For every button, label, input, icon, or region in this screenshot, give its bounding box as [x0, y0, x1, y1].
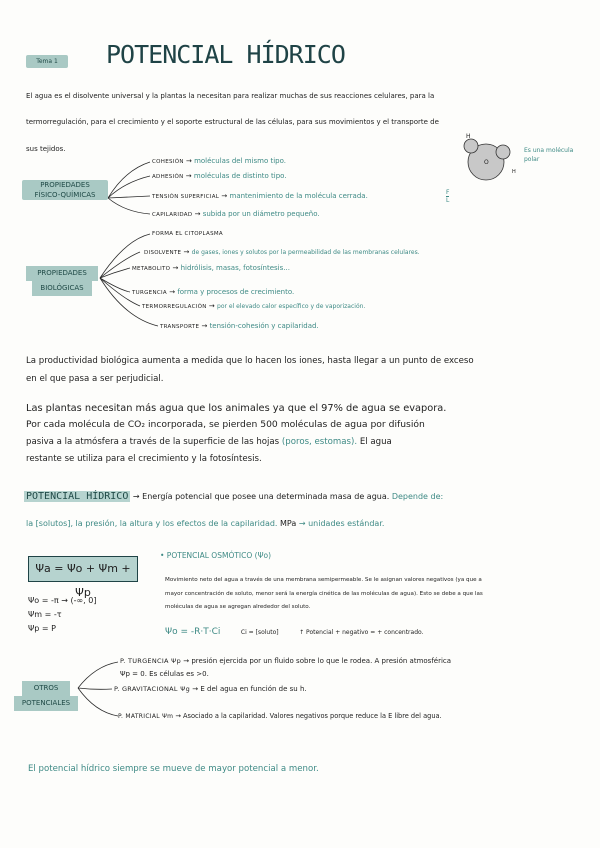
para1-line-2: en el que pasa a ser perjudicial.: [26, 374, 164, 384]
term: P. TURGENCIA Ψp: [120, 657, 182, 665]
line3-b: (poros, estomas).: [281, 437, 358, 447]
osmotic-line-3: moléculas de agua se agregan alrededor del soluto.: [165, 604, 311, 610]
potential-label: POTENCIAL HÍDRICO: [26, 491, 129, 502]
para1-line-1: La productividad biológica aumenta a medida que lo hacen los iones, hasta llegar a un punto de exceso: [26, 356, 474, 366]
osmotic-line-1: Movimiento neto del agua a través de una membrana semipermeable. Se le asignan valores negativos (ya que a: [165, 577, 482, 583]
line3-a: pasiva a la atmósfera a través de la superficie de las hojas: [26, 437, 280, 447]
osmotic-ci: Ci = [soluto]: [240, 629, 279, 636]
line2-a: la [solutos], la presión, la altura y los efectos de la capilaridad.: [26, 519, 278, 528]
bio-item-solvent: DISOLVENTE → de gases, iones y solutos por la permeabilidad de las membranas celulares.: [144, 248, 420, 256]
footer-note: El potencial hídrico siempre se mueve de mayor potencial a menor.: [28, 764, 319, 774]
term: TURGENCIA: [132, 290, 167, 296]
bio-item-thermoreg: TERMORREGULACIÓN → por el elevado calor específico y de vaporización.: [142, 302, 366, 310]
desc: tensión-cohesión y capilaridad.: [209, 322, 319, 330]
term: METABOLITO: [132, 266, 171, 272]
desc: hidrólisis, masas, fotosíntesis...: [180, 264, 290, 272]
intro-line-3: sus tejidos.: [26, 145, 66, 153]
term: COHESIÓN: [152, 159, 184, 165]
para2-line-3: [26, 436, 392, 448]
molecule-note: Es una molécula polar: [524, 147, 574, 163]
term: CAPILARIDAD: [152, 212, 193, 218]
desc: moléculas de distinto tipo.: [193, 172, 287, 180]
bio-item-cytoplasm: FORMA EL CITOPLASMA: [152, 231, 223, 237]
para2-line-4: restante se utiliza para el crecimiento y la fotosíntesis.: [26, 454, 262, 464]
others-item-turgor-desc2: Ψp = 0. Es células es >0.: [120, 670, 209, 678]
desc: forma y procesos de crecimiento.: [177, 288, 295, 296]
physchem-label-line1: PROPIEDADES: [40, 181, 90, 189]
fraction-top: F: [446, 189, 450, 196]
molecule-h-label: H: [466, 133, 471, 140]
line2-c: unidades estándar.: [308, 519, 385, 528]
potential-line-2: la [solutos], la presión, la altura y los efectos de la capilaridad. MPa → unidades estándar.: [26, 519, 385, 528]
molecule-o-label: O: [484, 159, 489, 166]
formula-text: Ψa = Ψo + Ψm + Ψp: [35, 562, 131, 599]
term: P. GRAVITACIONAL Ψg: [114, 685, 191, 693]
bio-label-line1: PROPIEDADES: [26, 266, 98, 281]
bio-label: [26, 266, 98, 296]
others-item-matric: P. MATRICIAL Ψm → Asociado a la capilaridad. Valores negativos porque reduce la E libre del agua.: [118, 712, 442, 720]
term: P. MATRICIAL Ψm: [118, 713, 174, 720]
osmotic-formula: Ψo = -R·T·Ci: [165, 627, 221, 637]
fraction-bottom: L: [446, 197, 450, 204]
line2-b: MPa: [280, 519, 297, 528]
tension-fraction: [446, 189, 449, 204]
para2-line-1: Las plantas necesitan más agua que los animales ya que el 97% de agua se evapora.: [26, 403, 447, 414]
physchem-label: [22, 180, 108, 200]
desc: mantenimiento de la molécula cerrada.: [229, 192, 368, 200]
desc: Asociado a la capilaridad. Valores negativos porque reduce la E libre del agua.: [183, 712, 442, 720]
formula-box: [28, 556, 138, 599]
desc: moléculas del mismo tipo.: [194, 157, 286, 165]
desc: presión ejercida por un fluido sobre lo que le rodea. A presión atmosférica: [191, 657, 452, 665]
others-label: [14, 681, 78, 711]
potential-depends: Depende de:: [391, 492, 444, 501]
physchem-item-capillarity: CAPILARIDAD → subida por un diámetro pequeño.: [152, 210, 320, 218]
bio-label-line2: BIOLÓGICAS: [32, 281, 92, 296]
page-title: POTENCIAL HÍDRICO: [106, 40, 345, 69]
physchem-item-adhesion: ADHESIÓN → moléculas de distinto tipo.: [152, 172, 287, 180]
bio-item-turgor: TURGENCIA → forma y procesos de crecimiento.: [132, 288, 295, 296]
intro-line-1: El agua es el disolvente universal y la plantas la necesitan para realizar muchas de sus reacciones celulares, para la: [26, 92, 435, 100]
osmotic-note: ↑ Potencial + negativo = + concentrado.: [299, 629, 424, 636]
osmotic-line-2: mayor concentración de soluto, menor será la energía cinética de las moléculas de agua). Esto se debe a que las: [165, 591, 483, 597]
intro-line-2: termorregulación, para el crecimiento y el soporte estructural de las células, para sus movimientos y el transporte de: [26, 118, 439, 126]
para2-line-2: Por cada molécula de CO₂ incorporada, se pierden 500 moléculas de agua por difusión: [26, 419, 425, 430]
physchem-label-line2: FÍSICO-QUÍMICAS: [34, 191, 96, 199]
desc: E del agua en función de su h.: [200, 685, 307, 693]
desc: de gases, iones y solutos por la permeabilidad de las membranas celulares.: [191, 249, 420, 256]
desc: por el elevado calor específico y de vaporización.: [217, 303, 366, 310]
others-item-turgor: P. TURGENCIA Ψp → presión ejercida por un fluido sobre lo que le rodea. A presión atmosférica: [120, 657, 452, 665]
term: TENSIÓN SUPERFICIAL: [152, 194, 220, 200]
topic-tag: Tema 1: [26, 55, 68, 68]
term: TERMORREGULACIÓN: [142, 304, 207, 310]
term: DISOLVENTE: [144, 250, 182, 256]
bio-item-transport: TRANSPORTE → tensión-cohesión y capilaridad.: [160, 322, 319, 330]
potential-def: Energía potencial que posee una determinada masa de agua.: [142, 492, 390, 501]
others-item-grav: P. GRAVITACIONAL Ψg → E del agua en función de su h.: [114, 685, 307, 693]
psi-bullet-3: Ψp = P: [28, 624, 56, 633]
desc: subida por un diámetro pequeño.: [202, 210, 320, 218]
line3-c: El agua: [359, 437, 392, 447]
physchem-item-tension: TENSIÓN SUPERFICIAL → mantenimiento de la molécula cerrada.: [152, 192, 368, 200]
others-label-line1: OTROS: [22, 681, 70, 696]
term: ADHESIÓN: [152, 174, 184, 180]
physchem-item-cohesion: COHESIÓN → moléculas del mismo tipo.: [152, 157, 286, 165]
potential-def-row: POTENCIAL HÍDRICO → Energía potencial que posee una determinada masa de agua. Depende de:: [26, 491, 444, 502]
psi-bullet-1: Ψo = -π → (-∞, 0]: [28, 596, 97, 605]
psi-bullet-2: Ψm = -τ: [28, 610, 62, 619]
bio-item-metabolite: METABOLITO → hidrólisis, masas, fotosíntesis...: [132, 264, 290, 272]
others-label-line2: POTENCIALES: [14, 696, 78, 711]
term: TRANSPORTE: [160, 324, 200, 330]
osmotic-title: • POTENCIAL OSMÓTICO (Ψo): [160, 551, 272, 560]
molecule-h2-label: H: [512, 169, 516, 175]
osmotic-formula-row: [165, 627, 423, 637]
